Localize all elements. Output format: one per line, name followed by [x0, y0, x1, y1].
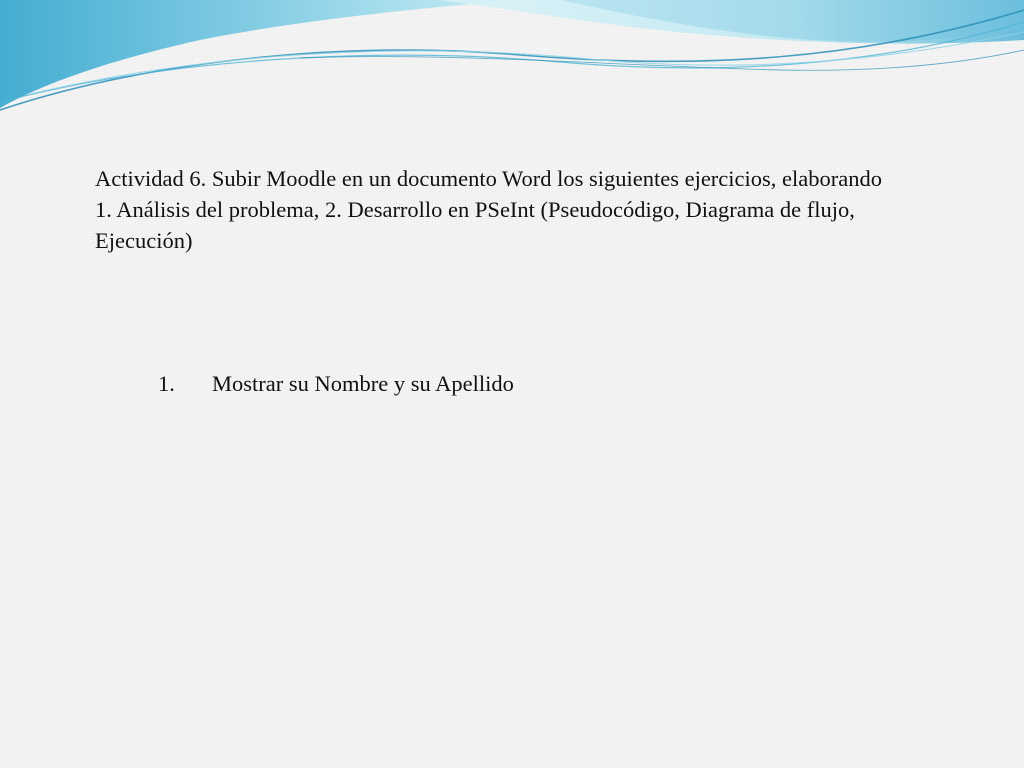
activity-instructions-text: Actividad 6. Subir Moodle en un documento Word los siguientes ejercicios, elaborando 1. Análisis del problema, 2. Desarrollo en PSeInt (Pseudocódigo, Diagrama de flujo, Ejecución) — [95, 166, 882, 253]
list-item-number: 1. — [158, 371, 175, 396]
list-item — [158, 368, 858, 399]
header-wave-decoration — [0, 0, 1024, 130]
exercise-list — [158, 368, 858, 399]
list-item-text: Mostrar su Nombre y su Apellido — [212, 371, 514, 396]
